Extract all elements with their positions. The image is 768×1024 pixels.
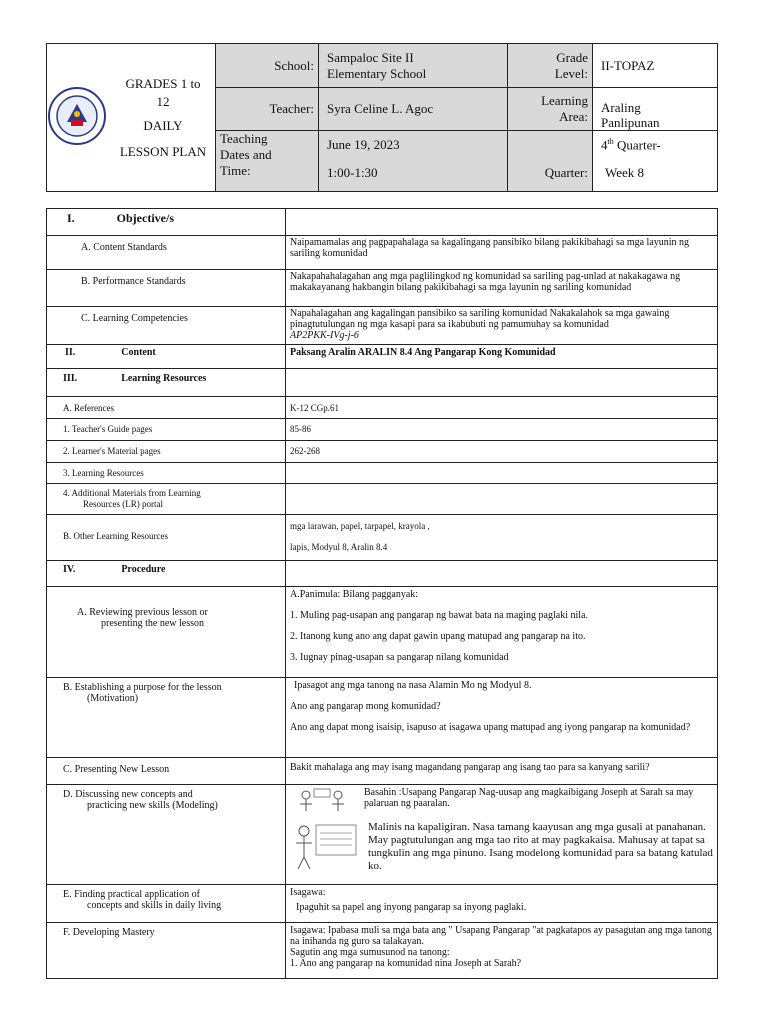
procedure-text: Sagutin ang mga sumusunod na tanong: (290, 947, 450, 958)
learners-material-label: 2. Learner's Material pages (47, 441, 286, 463)
procedure-text: Ano ang pangarap mong komunidad? (290, 701, 441, 712)
quarter-suffix: th (607, 137, 614, 146)
dialogue-text: Basahin :Usapang Pangarap Nag-uusap ang magkaibigang Joseph at Sarah sa may palaruan ng paaralan. (364, 787, 694, 809)
label-line: (Motivation) (87, 693, 139, 704)
competency-text: Napahalagahan ang kagalingan pansibiko sa sariling komunidad Nakakalahok sa mga gawaing pinagtutulungan ng mga kasapi para sa ikabubuti ng pamumuhay sa komunidad (290, 308, 670, 330)
procedure-text: Ipasagot ang mga tanong na nasa Alamin Mo ng Modyul 8. (294, 680, 532, 691)
area-value (593, 88, 718, 131)
school-line: Sampaloc Site II (327, 49, 414, 65)
dates-label-line: Dates and (220, 147, 272, 162)
references-label: A. References (47, 397, 286, 419)
area-label-line: Learning (541, 93, 588, 108)
grade-label-line: Grade (556, 49, 588, 65)
title-line: 12 (156, 93, 170, 109)
review-lesson-label (47, 587, 286, 678)
performance-standards-label: B. Performance Standards (47, 270, 286, 307)
procedure-heading (47, 561, 286, 587)
performance-standards-value: Nakapahahalagahan ang mga paglilingkod ng komunidad sa sariling pag-unlad at nakakagawa ng makakayanang hakbangin bilang pakikibahagi sa mga layunin ng sariling komunidad (286, 270, 718, 307)
learning-resources-value (286, 369, 718, 397)
title-line: GRADES 1 to (125, 75, 201, 91)
section-number: III. (63, 373, 78, 384)
lesson-plan-table (46, 208, 718, 979)
label-line: E. Finding practical application of (63, 889, 200, 900)
passage-text: Malinis na kapaligiran. Nasa tamang kaayusan ang mga gusali at panahanan. May pagtutulungan ang mga tao rito at may pagkakaisa. Mahusay at tapat sa tungkulin ang mga pinuno. Isang modelong komunidad para sa batang katulad ko. (368, 821, 713, 872)
content-standards-label: A. Content Standards (47, 236, 286, 270)
area-line: Araling (601, 100, 641, 115)
teacher-value: Syra Celine L. Agoc (319, 88, 508, 131)
grade-label (508, 44, 593, 88)
additional-materials-label (47, 484, 286, 515)
developing-mastery-label: F. Developing Mastery (47, 923, 286, 979)
children-talking-illustration (290, 787, 362, 817)
section-title: Content (121, 347, 156, 358)
section-title: Objective/s (116, 211, 174, 225)
dates-value (319, 131, 508, 192)
girl-speaking-illustration (290, 821, 362, 873)
label-line: B. Establishing a purpose for the lesson (63, 682, 222, 693)
procedure-text: 2. Itanong kung ano ang dapat gawin upang matupad ang pangarap na ito. (290, 631, 586, 642)
title-line: LESSON PLAN (119, 143, 207, 159)
learning-resources-heading (47, 369, 286, 397)
section-title: Learning Resources (121, 373, 207, 384)
learners-material-value: 262-268 (286, 441, 718, 463)
practical-application-label (47, 885, 286, 923)
other-resources-label: B. Other Learning Resources (47, 515, 286, 561)
dates-label (216, 131, 319, 192)
teachers-guide-value: 85-86 (286, 419, 718, 441)
school-line: Elementary School (327, 65, 427, 81)
new-lesson-label: C. Presenting New Lesson (47, 758, 286, 785)
label-line: concepts and skills in daily living (87, 900, 222, 911)
procedure-text: 1. Muling pag-usapan ang pangarap ng bawat bata na maging paglaki nila. (290, 610, 588, 621)
label-line: 4. Additional Materials from Learning (63, 488, 201, 498)
grade-label-line: Level: (554, 65, 588, 81)
label-line: Resources (LR) portal (83, 499, 163, 509)
grade-value: II-TOPAZ (593, 44, 718, 88)
teacher-label: Teacher: (216, 88, 319, 131)
dates-label-line: Time: (220, 163, 251, 178)
time-value: 1:00-1:30 (327, 165, 378, 180)
procedure-text: Ipaguhit sa papel ang inyong pangarap sa inyong paglaki. (296, 902, 527, 913)
label-line: A. Reviewing previous lesson or (77, 607, 208, 618)
quarter-text: Quarter- (613, 137, 661, 153)
content-heading (47, 345, 286, 369)
content-value: Paksang Aralin ARALIN 8.4 Ang Pangarap Kong Komunidad (286, 345, 718, 369)
competencies-value (286, 307, 718, 345)
resource-line: mga larawan, papel, tarpapel, krayola , (290, 521, 430, 531)
title-line: DAILY (143, 117, 183, 133)
procedure-text: 1. Ano ang pangarap na komunidad nina Joseph at Sarah? (290, 958, 522, 969)
passage-row (290, 821, 713, 873)
section-number: I. (67, 211, 75, 225)
additional-materials-value (286, 484, 718, 515)
purpose-label (47, 678, 286, 758)
area-label (508, 88, 593, 131)
procedure-text: A.Panimula: Bilang pagganyak: (290, 589, 419, 600)
quarter-label: Quarter: (508, 131, 593, 192)
discussing-concepts-value (286, 785, 718, 885)
review-lesson-value (286, 587, 718, 678)
dates-label-line: Teaching (220, 131, 268, 146)
section-number: IV. (63, 564, 76, 575)
area-line: Panlipunan (601, 115, 660, 130)
date-value: June 19, 2023 (327, 137, 400, 152)
area-label-line: Area: (559, 109, 588, 124)
resource-line: lapis, Modyul 8, Aralin 8.4 (290, 542, 388, 552)
label-line: practicing new skills (Modeling) (87, 800, 218, 811)
header-table (46, 43, 718, 192)
learning-resources-sub-value (286, 463, 718, 484)
developing-mastery-value (286, 923, 718, 979)
learning-resources-sub-label: 3. Learning Resources (47, 463, 286, 484)
quarter-line (601, 137, 717, 153)
content-standards-value: Naipamamalas ang pagpapahalaga sa kagalingang pansibiko bilang pakikibahagi sa mga layunin ng sariling komunidad (286, 236, 718, 270)
label-line: presenting the new lesson (101, 618, 205, 629)
week-value: Week 8 (605, 165, 645, 181)
procedure-text: Ano ang dapat mong isaisip, isapuso at isagawa upang matupad ang iyong pangarap na komunidad? (290, 722, 691, 733)
competencies-label: C. Learning Competencies (47, 307, 286, 345)
other-resources-value (286, 515, 718, 561)
deped-seal-logo (47, 86, 107, 146)
new-lesson-value: Bakit mahalaga ang may isang magandang pangarap ang isang tao para sa kanyang sarili? (286, 758, 718, 785)
section-title: Procedure (121, 564, 166, 575)
objectives-heading (47, 209, 286, 236)
discussing-concepts-label (47, 785, 286, 885)
practical-application-value (286, 885, 718, 923)
school-value (319, 44, 508, 88)
dialogue-row (290, 787, 713, 817)
procedure-text: Isagawa: (290, 887, 326, 898)
teachers-guide-label: 1. Teacher's Guide pages (47, 419, 286, 441)
quarter-value (593, 131, 718, 192)
section-number: II. (65, 347, 76, 358)
procedure-text: 3. Iugnay pinag-usapan sa pangarap nilang komunidad (290, 652, 509, 663)
quarter-number: 4 (601, 137, 608, 153)
label-line: D. Discussing new concepts and (63, 789, 193, 800)
objectives-value (286, 209, 718, 236)
competency-code: AP2PKK-IVg-j-6 (290, 330, 359, 341)
procedure-text: Isagawa: Ipabasa muli sa mga bata ang " Usapang Pangarap "at pagkatapos ay pasagutan ang mga tanong na inihanda ng guro sa talakayan. (290, 925, 712, 947)
references-value: K-12 CGp.61 (286, 397, 718, 419)
logo-cell (47, 44, 112, 192)
purpose-value (286, 678, 718, 758)
procedure-value (286, 561, 718, 587)
title-cell (111, 44, 216, 192)
school-label: School: (216, 44, 319, 88)
